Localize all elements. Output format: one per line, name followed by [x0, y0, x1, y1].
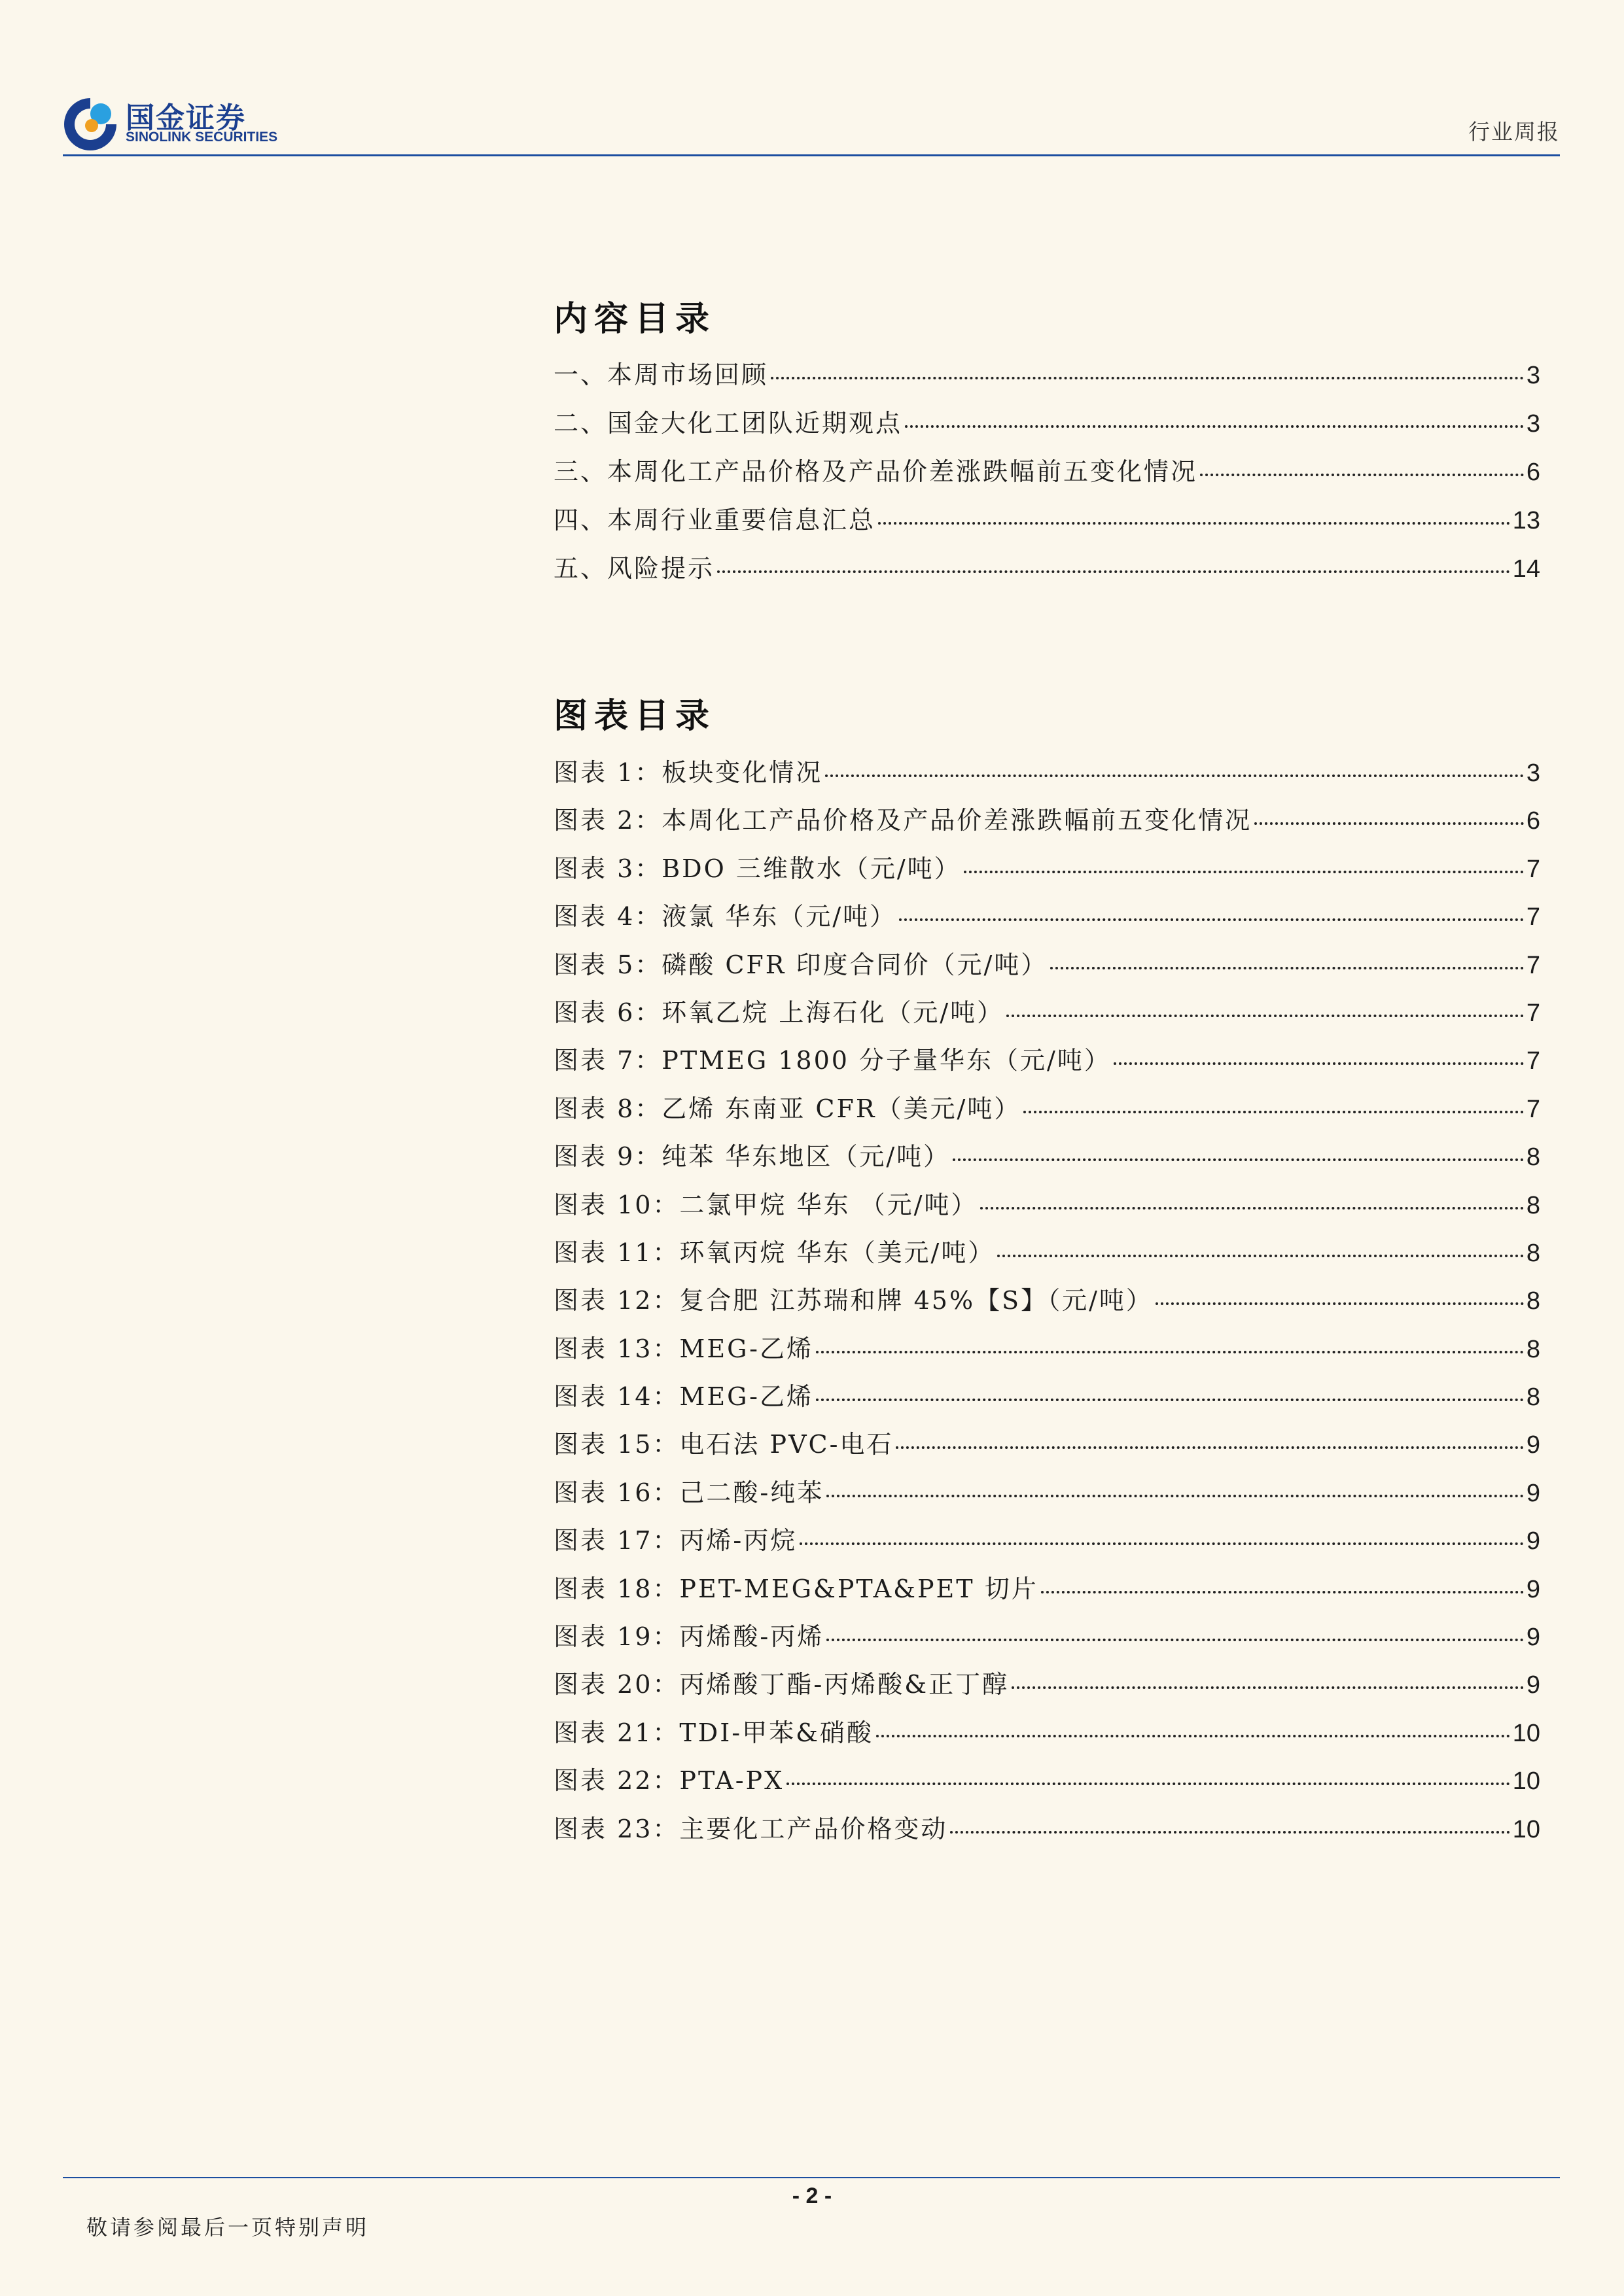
- figure-entry-page: 9: [1526, 1527, 1540, 1556]
- figure-entry-page: 8: [1526, 1335, 1540, 1363]
- dot-leader: [950, 1831, 1509, 1834]
- footer-divider: [63, 2177, 1560, 2178]
- footer-disclaimer: 敬请参阅最后一页特别声明: [86, 2215, 370, 2240]
- sinolink-logo-icon: [63, 97, 118, 152]
- dot-leader: [899, 918, 1524, 921]
- figure-entry[interactable]: [554, 1040, 1540, 1088]
- figure-entry[interactable]: [554, 1664, 1540, 1712]
- figure-entry[interactable]: [554, 1520, 1540, 1568]
- report-type-label: 行业周报: [1468, 119, 1560, 145]
- figure-entry[interactable]: [554, 992, 1540, 1040]
- dot-leader: [1041, 1591, 1524, 1593]
- figure-entry-page: 8: [1526, 1191, 1540, 1219]
- toc-entry-page: 3: [1526, 362, 1540, 389]
- toc-entry[interactable]: [554, 500, 1540, 548]
- dot-leader: [771, 377, 1524, 379]
- figure-entry-label: 图表 22：PTA-PX: [554, 1766, 785, 1796]
- logo-text-en: SINOLINK SECURITIES: [126, 130, 278, 145]
- dot-leader: [1156, 1302, 1524, 1305]
- figures-list: [554, 752, 1540, 1856]
- figure-entry[interactable]: [554, 1616, 1540, 1664]
- company-logo: [63, 92, 296, 157]
- figure-entry-page: 3: [1526, 759, 1540, 787]
- dot-leader: [800, 1542, 1524, 1545]
- figure-entry[interactable]: [554, 896, 1540, 944]
- figure-entry-label: 图表 9：纯苯 华东地区（元/吨）: [554, 1142, 951, 1172]
- figure-entry[interactable]: [554, 752, 1540, 800]
- figure-entry-page: 8: [1526, 1143, 1540, 1172]
- toc-entry-page: 3: [1526, 410, 1540, 438]
- dot-leader: [964, 871, 1524, 873]
- figure-entry-page: 8: [1526, 1287, 1540, 1315]
- figure-entry-page: 9: [1526, 1431, 1540, 1459]
- dot-leader: [825, 774, 1524, 777]
- toc-entry-label: 五、风险提示: [554, 554, 715, 583]
- figure-entry-label: 图表 23：主要化工产品价格变动: [554, 1814, 948, 1843]
- figure-entry-label: 图表 4：液氯 华东（元/吨）: [554, 902, 897, 931]
- figure-entry[interactable]: [554, 1329, 1540, 1376]
- figure-entry-label: 图表 2：本周化工产品价格及产品价差涨跌幅前五变化情况: [554, 806, 1252, 835]
- figure-entry-label: 图表 20：丙烯酸丁酯-丙烯酸&正丁醇: [554, 1670, 1010, 1699]
- figure-entry-page: 9: [1526, 1671, 1540, 1699]
- dot-leader: [826, 1495, 1524, 1497]
- figure-entry[interactable]: [554, 1185, 1540, 1232]
- figure-entry-label: 图表 10：二氯甲烷 华东 （元/吨）: [554, 1190, 978, 1219]
- figure-entry[interactable]: [554, 1280, 1540, 1328]
- figure-entry-label: 图表 12：复合肥 江苏瑞和牌 45%【S】（元/吨）: [554, 1286, 1153, 1315]
- figure-entry[interactable]: [554, 800, 1540, 848]
- figure-entry-label: 图表 1：板块变化情况: [554, 758, 823, 787]
- toc-entry[interactable]: [554, 451, 1540, 500]
- figure-entry-label: 图表 15：电石法 PVC-电石: [554, 1430, 894, 1459]
- dot-leader: [1200, 474, 1524, 476]
- dot-leader: [1254, 822, 1524, 825]
- figure-entry[interactable]: [554, 1713, 1540, 1760]
- figure-entry[interactable]: [554, 1232, 1540, 1280]
- toc-entry-label: 一、本周市场回顾: [554, 360, 769, 389]
- toc-entry-label: 二、国金大化工团队近期观点: [554, 409, 903, 438]
- figure-entry-label: 图表 16：己二酸-纯苯: [554, 1478, 824, 1507]
- dot-leader: [816, 1351, 1524, 1353]
- dot-leader: [896, 1446, 1523, 1449]
- page-header: [63, 92, 1560, 157]
- figure-entry-label: 图表 18：PET-MEG&PTA&PET 切片: [554, 1574, 1038, 1603]
- figure-entry-page: 7: [1526, 903, 1540, 931]
- figure-entry-label: 图表 19：丙烯酸-丙烯: [554, 1622, 824, 1652]
- figure-entry[interactable]: [554, 1472, 1540, 1520]
- figure-entry-page: 7: [1526, 1047, 1540, 1075]
- figure-entry-page: 9: [1526, 1575, 1540, 1603]
- dot-leader: [1012, 1686, 1524, 1689]
- toc-entry[interactable]: [554, 355, 1540, 403]
- dot-leader: [953, 1158, 1524, 1161]
- figure-entry-label: 图表 13：MEG-乙烯: [554, 1334, 813, 1363]
- dot-leader: [878, 522, 1510, 525]
- toc-entry-label: 三、本周化工产品价格及产品价差涨跌幅前五变化情况: [554, 457, 1198, 486]
- figure-entry-page: 8: [1526, 1239, 1540, 1267]
- dot-leader: [905, 425, 1524, 428]
- figure-entry-page: 7: [1526, 1095, 1540, 1123]
- figure-entry[interactable]: [554, 1809, 1540, 1856]
- figure-entry[interactable]: [554, 1376, 1540, 1424]
- figure-entry-label: 图表 11：环氧丙烷 华东（美元/吨）: [554, 1238, 995, 1267]
- figure-entry-label: 图表 8：乙烯 东南亚 CFR（美元/吨）: [554, 1094, 1021, 1123]
- dot-leader: [980, 1207, 1523, 1209]
- figure-entry-label: 图表 21：TDI-甲苯&硝酸: [554, 1718, 874, 1747]
- toc-entry-page: 14: [1512, 555, 1540, 583]
- figure-entry[interactable]: [554, 848, 1540, 896]
- figure-entry-label: 图表 6：环氧乙烷 上海石化（元/吨）: [554, 998, 1004, 1027]
- logo-text-cn: 国金证券: [126, 101, 246, 135]
- figure-entry-page: 7: [1526, 999, 1540, 1027]
- toc-entry-page: 13: [1512, 507, 1540, 534]
- header-divider: [63, 154, 1560, 156]
- dot-leader: [997, 1255, 1524, 1257]
- contents-list: [554, 355, 1540, 597]
- toc-entry-page: 6: [1526, 459, 1540, 486]
- figure-entry[interactable]: [554, 1760, 1540, 1808]
- dot-leader: [717, 570, 1510, 573]
- figure-entry[interactable]: [554, 945, 1540, 992]
- figure-entry-page: 7: [1526, 855, 1540, 883]
- dot-leader: [1114, 1062, 1524, 1065]
- dot-leader: [826, 1639, 1524, 1641]
- dot-leader: [1006, 1015, 1524, 1017]
- dot-leader: [816, 1399, 1524, 1401]
- dot-leader: [1050, 967, 1524, 969]
- figure-entry-label: 图表 14：MEG-乙烯: [554, 1382, 813, 1412]
- figure-entry-page: 6: [1526, 807, 1540, 835]
- figure-entry-page: 9: [1526, 1624, 1540, 1652]
- figure-entry-page: 7: [1526, 951, 1540, 979]
- figure-entry[interactable]: [554, 1569, 1540, 1616]
- figure-entry-page: 10: [1512, 1767, 1540, 1796]
- figure-entry-page: 9: [1526, 1479, 1540, 1507]
- figure-entry[interactable]: [554, 1424, 1540, 1472]
- figure-entry[interactable]: [554, 1088, 1540, 1136]
- toc-entry[interactable]: [554, 403, 1540, 451]
- figure-entry-label: 图表 7：PTMEG 1800 分子量华东（元/吨）: [554, 1046, 1111, 1075]
- toc-entry-label: 四、本周行业重要信息汇总: [554, 506, 876, 534]
- dot-leader: [786, 1783, 1510, 1785]
- dot-leader: [1023, 1111, 1524, 1113]
- dot-leader: [876, 1735, 1510, 1737]
- contents-title: 内容目录: [554, 299, 716, 339]
- figure-entry-page: 10: [1512, 1815, 1540, 1843]
- figure-entry-page: 8: [1526, 1383, 1540, 1412]
- page-number: - 2 -: [792, 2183, 832, 2208]
- figure-entry-label: 图表 3：BDO 三维散水（元/吨）: [554, 854, 961, 883]
- figure-entry[interactable]: [554, 1136, 1540, 1184]
- figure-entry-page: 10: [1512, 1719, 1540, 1747]
- figure-entry-label: 图表 17：丙烯-丙烷: [554, 1526, 798, 1556]
- toc-entry[interactable]: [554, 548, 1540, 597]
- figures-title: 图表目录: [554, 696, 716, 736]
- figure-entry-label: 图表 5：磷酸 CFR 印度合同价（元/吨）: [554, 950, 1048, 979]
